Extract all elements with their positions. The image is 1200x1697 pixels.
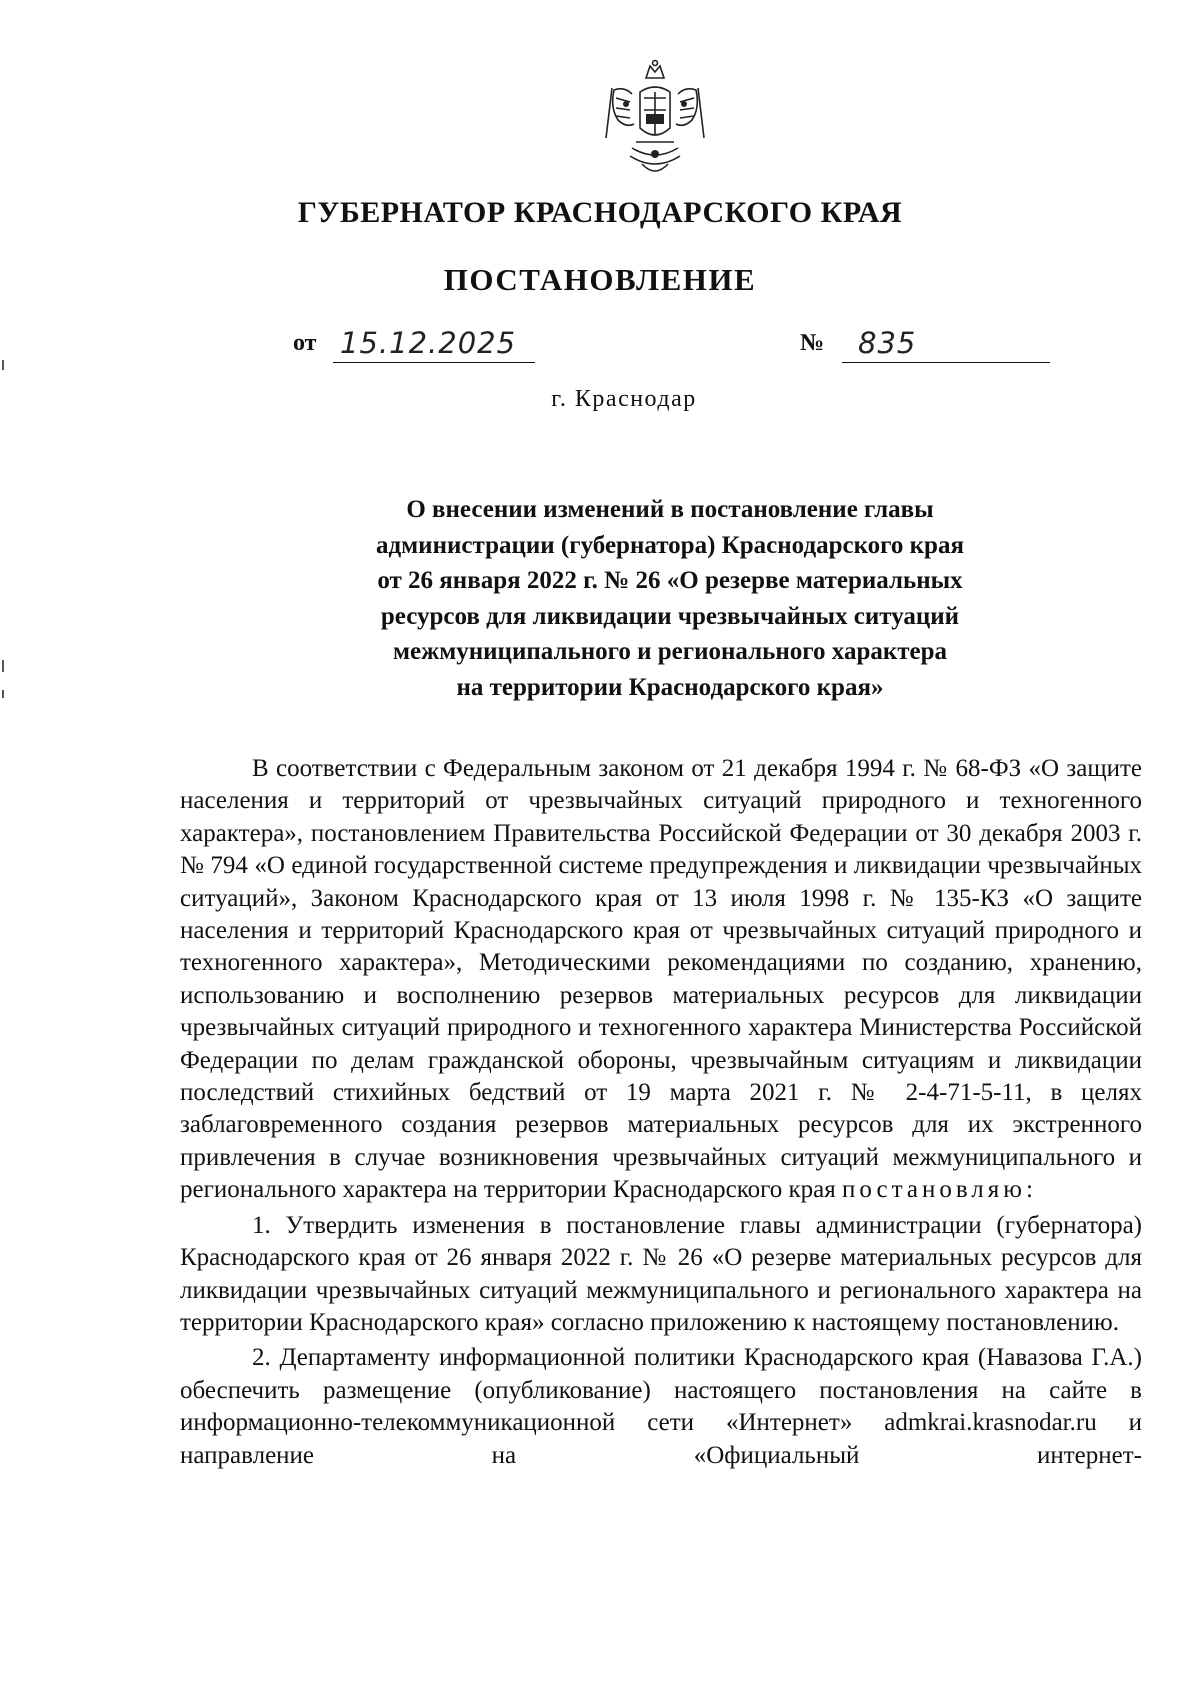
coat-of-arms-icon bbox=[602, 58, 708, 182]
resolve-word: постановляю: bbox=[842, 1176, 1037, 1204]
document-type: ПОСТАНОВЛЕНИЕ bbox=[443, 262, 757, 297]
title-line: от 26 января 2022 г. № 26 «О резерве материальных bbox=[377, 567, 963, 594]
scan-artifact bbox=[2, 690, 4, 698]
document-body bbox=[180, 753, 1142, 1472]
organization-name: ГУБЕРНАТОР КРАСНОДАРСКОГО КРАЯ bbox=[297, 196, 903, 229]
document-number: 835 bbox=[858, 326, 917, 360]
preamble-text: В соответствии с Федеральным законом от 21 декабря 1994 г. № 68-ФЗ «О защите населения и территорий от чрезвычайных ситуаций природного и техногенного характера», постановлением Правительства Российской Федерации от 30 декабря 2003 г. № 794 «О единой государственной системе предупреждения и ликвидации чрезвычайных ситуаций», Законом Краснодарского края от 13 июля 1998 г. № 135-КЗ «О защите населения и территорий Краснодарского края от чрезвычайных ситуаций природного и техногенного характера», Методическими рекомендациями по созданию, хранению, использованию и восполнению резервов материальных ресурсов для ликвидации чрезвычайных ситуаций природного и техногенного характера Министерства Российской Федерации по делам гражданской обороны, чрезвычайным ситуациям и ликвидации последствий стихийных бедствий от 19 марта 2021 г. № 2-4-71-5-11, в целях заблаговременного создания резервов материальных ресурсов для их экстренного привлечения в случае возникновения чрезвычайных ситуаций межмуниципального и регионального характера на территории Краснодарского края bbox=[180, 755, 1142, 1204]
scan-artifact bbox=[2, 660, 4, 672]
title-line: О внесении изменений в постановление главы bbox=[406, 496, 934, 523]
document-date: 15.12.2025 bbox=[340, 326, 517, 360]
item-1-paragraph: 1. Утвердить изменения в постановление главы администрации (губернатора) Краснодарского края от 26 января 2022 г. № 26 «О резерве материальных ресурсов для ликвидации чрезвычайных ситуаций межмуниципального и регионального характера на территории Краснодарского края» согласно приложению к настоящему постановлению. bbox=[180, 1211, 1142, 1336]
number-prefix: № bbox=[800, 330, 825, 356]
date-prefix: от bbox=[293, 330, 317, 356]
title-line: на территории Краснодарского края» bbox=[456, 673, 884, 701]
title-line: ресурсов для ликвидации чрезвычайных ситуаций bbox=[380, 602, 960, 630]
city-name: г. Краснодар bbox=[551, 386, 697, 412]
scan-artifact bbox=[2, 360, 4, 370]
document-title bbox=[320, 492, 1020, 705]
preamble-paragraph bbox=[180, 753, 1142, 1207]
title-line: администрации (губернатора) Краснодарского края bbox=[376, 531, 964, 559]
item-2-paragraph: 2. Департаменту информационной политики Краснодарского края (Навазова Г.А.) обеспечить размещение (опубликование) настоящего постановления на сайте в информационно-телекоммуникационной сети «Интернет» admkrai.krasnodar.ru и направление на «Официальный интернет- bbox=[180, 1344, 1142, 1469]
title-line: межмуниципального и регионального характера bbox=[392, 638, 948, 665]
